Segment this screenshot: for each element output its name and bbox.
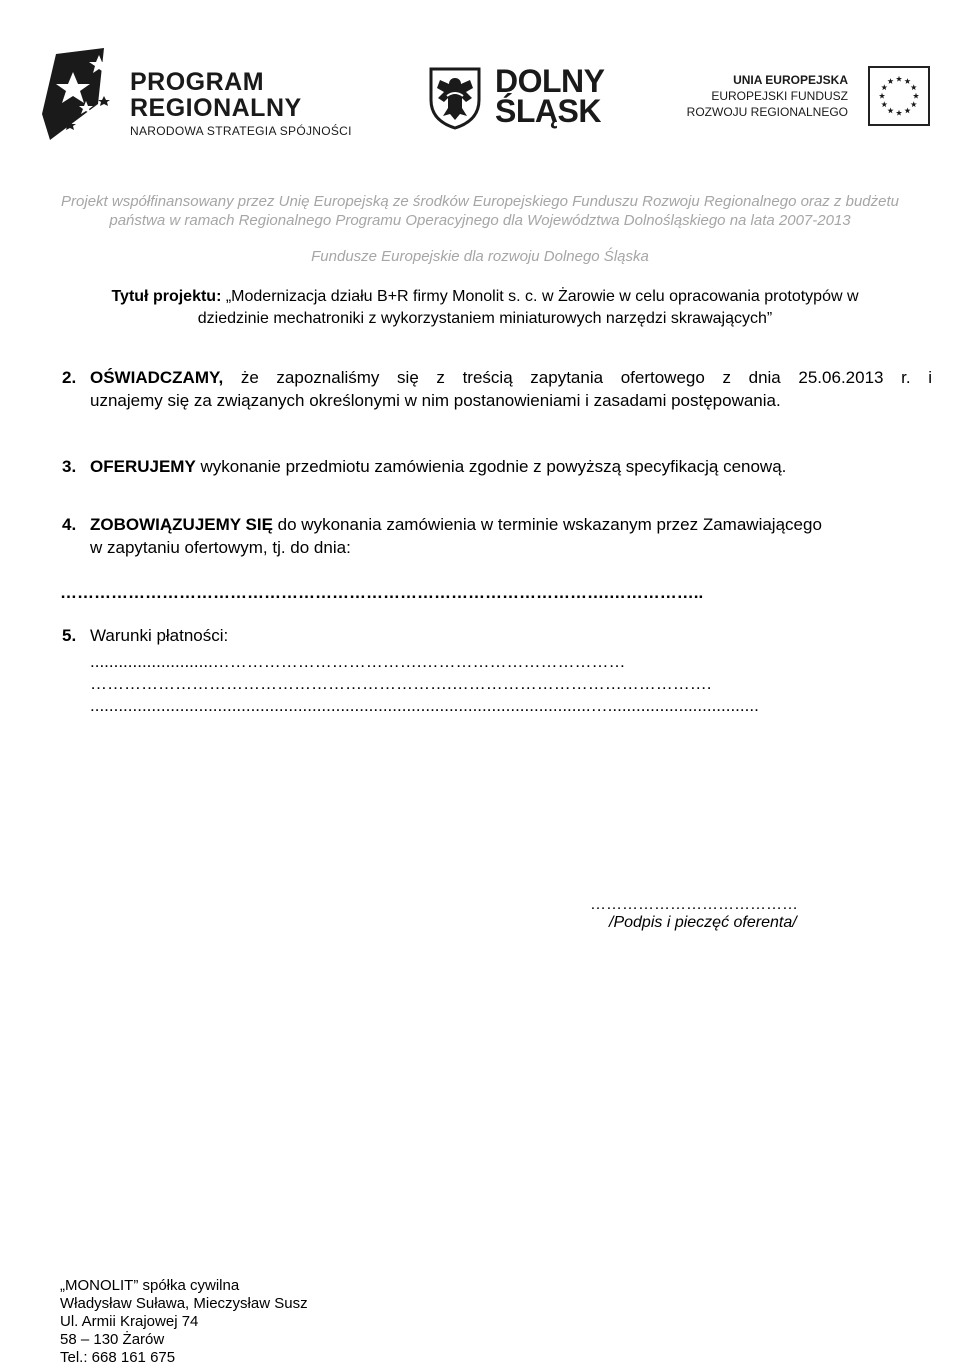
cofinance-line-1: Projekt współfinansowany przez Unię Europejską ze środków Europejskiego Funduszu Rozwoju Regionalnego oraz z budżetu xyxy=(61,193,899,210)
footer-phone: Tel.: 668 161 675 xyxy=(60,1349,176,1366)
program-regionalny-emblem xyxy=(38,44,128,144)
eu-star-icon xyxy=(913,93,919,99)
item-4-text-1: do wykonania zamówienia w terminie wskazanym przez Zamawiającego xyxy=(277,515,822,534)
item-4-text-2: w zapytaniu ofertowym, tj. do dnia: xyxy=(90,538,351,557)
footer-street: Ul. Armii Krajowej 74 xyxy=(60,1313,199,1330)
eu-star-icon xyxy=(904,78,910,84)
item-4-number: 4. xyxy=(62,515,77,534)
eu-star-icon xyxy=(881,84,887,90)
dolny-logo-line2: ŚLĄSK xyxy=(495,93,601,129)
eu-star-icon xyxy=(887,78,893,84)
payment-fill-line-1: ..........................……………………………….……………………………… xyxy=(90,652,626,671)
item-2-text-2: uznajemy się za związanych określonymi w nim postanowieniami i zasadami postępowania. xyxy=(90,391,781,410)
project-title-line1 xyxy=(60,286,910,308)
footer-city: 58 – 130 Żarów xyxy=(60,1331,165,1348)
program-logo-line2: REGIONALNY xyxy=(130,94,302,122)
item-2-number: 2. xyxy=(62,368,77,387)
eu-star-icon xyxy=(896,110,902,116)
program-logo-subtitle: NARODOWA STRATEGIA SPÓJNOŚCI xyxy=(130,124,352,138)
eu-flag-icon xyxy=(868,66,930,126)
item-4-keyword: ZOBOWIĄZUJEMY SIĘ xyxy=(90,515,273,534)
signature-label: /Podpis i pieczęć oferenta/ xyxy=(609,914,797,931)
footer-owners: Władysław Suława, Mieczysław Susz xyxy=(60,1295,308,1312)
dolny-slask-logo xyxy=(428,63,628,132)
item-3-number: 3. xyxy=(62,457,77,476)
item-4 xyxy=(62,514,822,536)
eagle-shield-icon xyxy=(428,66,482,130)
project-title-line2: dziedzinie mechatroniki z wykorzystaniem miniaturowych narzędzi skrawających” xyxy=(197,310,773,327)
signature-dots: ………………………………… xyxy=(590,896,798,913)
item-2 xyxy=(62,367,932,389)
eu-logo-line3: ROZWOJU REGIONALNEGO xyxy=(686,105,848,119)
eu-logo xyxy=(686,66,930,128)
eu-star-icon xyxy=(904,108,910,114)
item-3 xyxy=(62,456,786,478)
program-regionalny-logo xyxy=(38,44,358,144)
payment-fill-line-2: ……………………………………………………….………………………………………. xyxy=(90,674,712,693)
item-5-text-1: Warunki płatności: xyxy=(90,626,229,645)
dolny-logo-line1: DOLNY xyxy=(495,63,605,99)
item-2-text-1: że zapoznaliśmy się z treścią zapytania ofertowego z dnia 25.06.2013 r. i xyxy=(240,368,932,387)
eu-star-icon xyxy=(881,101,887,107)
eu-star-icon xyxy=(896,76,902,82)
project-title-text-1: „Modernizacja działu B+R firmy Monolit s. c. w Żarowie w celu opracowania prototypów w xyxy=(225,288,859,305)
program-logo-line1: PROGRAM xyxy=(130,68,265,96)
item-5-number: 5. xyxy=(62,626,77,645)
eu-logo-line1: UNIA EUROPEJSKA xyxy=(733,73,848,87)
footer-company: „MONOLIT” spółka cywilna xyxy=(60,1277,240,1294)
project-title-label: Tytuł projektu: xyxy=(111,288,222,305)
motto: Fundusze Europejskie dla rozwoju Dolnego Śląska xyxy=(311,248,649,265)
cofinance-line-2: państwa w ramach Regionalnego Programu Operacyjnego dla Województwa Dolnośląskiego na lata 2007-2013 xyxy=(109,212,851,229)
item-5 xyxy=(62,625,228,647)
eu-star-icon xyxy=(911,101,917,107)
eu-star-icon xyxy=(911,84,917,90)
eu-logo-line2: EUROPEJSKI FUNDUSZ xyxy=(711,89,848,103)
eu-star-icon xyxy=(879,93,885,99)
eu-star-icon xyxy=(887,108,893,114)
deadline-fill-line: …………………………………………………………………………………….…………….. xyxy=(60,583,704,602)
item-2-keyword: OŚWIADCZAMY, xyxy=(90,368,224,387)
item-3-keyword: OFERUJEMY xyxy=(90,457,196,476)
payment-fill-line-3: ..........................................................................................................…................................ xyxy=(90,696,759,715)
item-3-text-1: wykonanie przedmiotu zamówienia zgodnie z powyższą specyfikacją cenową. xyxy=(200,457,787,476)
